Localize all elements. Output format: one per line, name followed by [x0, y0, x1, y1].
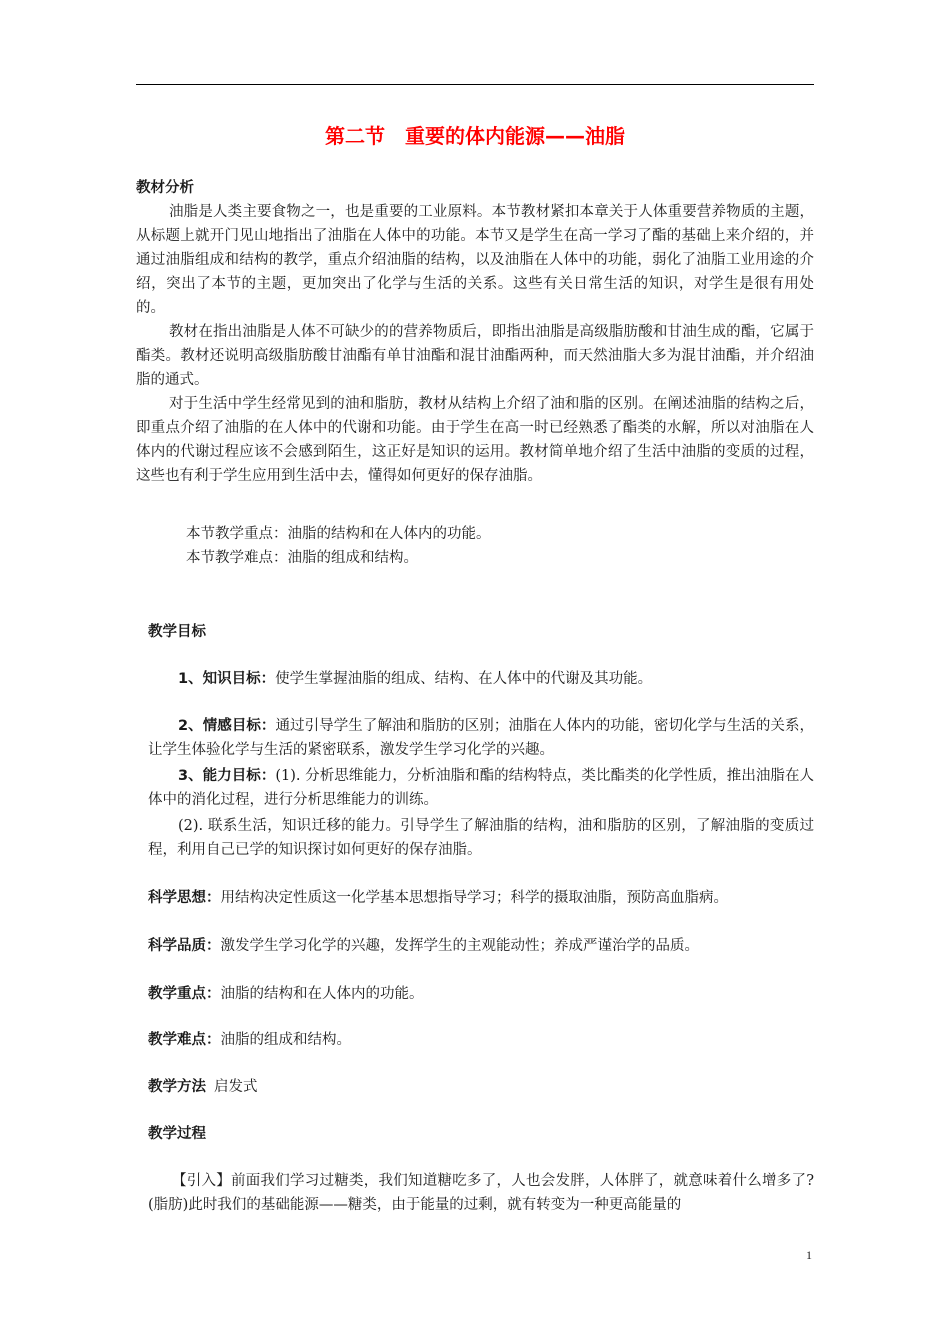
objective-ability-text: (1). 分析思维能力，分析油脂和酯的结构特点，类比酯类的化学性质，推出油脂在人体中的消化过程，进行分析思维能力的训练。 [148, 768, 814, 808]
objective-knowledge-label: 1、知识目标： [178, 671, 276, 687]
key-point [148, 982, 424, 1006]
paragraph-analysis-3: 对于生活中学生经常见到的油和脂肪，教材从结构上介绍了油和脂的区别。在阐述油脂的结构之后，即重点介绍了油脂的在人体中的代谢和功能。由于学生在高一时已经熟悉了酯类的水解，所以对油脂在人体内的代谢过程应该不会感到陌生，这正好是知识的运用。教材简单地介绍了生活中油脂的变质的过程，这些也有利于学生应用到生活中去，懂得如何更好的保存油脂。 [136, 396, 814, 484]
difficult-point-text: 油脂的组成和结构。 [220, 1032, 351, 1048]
difficult-point-label: 教学难点： [148, 1032, 221, 1048]
heading-objectives: 教学目标 [148, 624, 206, 640]
teaching-method-label: 教学方法 [148, 1079, 206, 1095]
objective-ability-2: (2). 联系生活，知识迁移的能力。引导学生了解油脂的结构，油和脂肪的区别，了解油脂的变质过程，利用自己已学的知识探讨如何更好的保存油脂。 [148, 818, 814, 858]
objective-emotion-text: 通过引导学生了解油和脂肪的区别；油脂在人体内的功能，密切化学与生活的关系，让学生体验化学与生活的紧密联系，激发学生学习化学的兴趣。 [148, 718, 814, 758]
teaching-method [148, 1075, 258, 1099]
science-thought-text: 用结构决定性质这一化学基本思想指导学习；科学的摄取油脂，预防高血脂病。 [220, 890, 728, 906]
section-difficulty-line: 本节教学难点：油脂的组成和结构。 [186, 550, 418, 566]
science-quality [148, 934, 699, 958]
difficult-point [148, 1028, 351, 1052]
science-thought [148, 886, 728, 910]
objective-emotion-label: 2、情感目标： [178, 718, 276, 734]
page-number: 1 [806, 1248, 812, 1262]
objective-knowledge [178, 667, 652, 691]
section-focus-line: 本节教学重点：油脂的结构和在人体内的功能。 [186, 526, 491, 542]
objective-emotion [148, 714, 814, 762]
paragraph-analysis-2: 教材在指出油脂是人体不可缺少的的营养物质后，即指出油脂是高级脂肪酸和甘油生成的酯，它属于酯类。教材还说明高级脂肪酸甘油酯有单甘油酯和混甘油酯两种，而天然油脂大多为混甘油酯，并介绍油脂的通式。 [136, 324, 814, 388]
objective-ability [148, 764, 814, 812]
science-quality-text: 激发学生学习化学的兴趣，发挥学生的主观能动性；养成严谨治学的品质。 [220, 938, 699, 954]
key-point-label: 教学重点： [148, 986, 221, 1002]
teaching-method-text: 启发式 [214, 1079, 258, 1095]
heading-material-analysis: 教材分析 [136, 180, 194, 196]
objective-knowledge-text: 使学生掌握油脂的组成、结构、在人体中的代谢及其功能。 [275, 671, 653, 687]
document-title: 第二节 重要的体内能源——油脂 [325, 124, 625, 148]
science-thought-label: 科学思想： [148, 890, 221, 906]
heading-process: 教学过程 [148, 1126, 206, 1142]
key-point-text: 油脂的结构和在人体内的功能。 [220, 986, 424, 1002]
process-intro: 【引入】前面我们学习过糖类，我们知道糖吃多了，人也会发胖，人体胖了，就意味着什么增多了?(脂肪)此时我们的基础能源——糖类，由于能量的过剩，就有转变为一种更高能量的 [148, 1173, 814, 1213]
paragraph-analysis-1: 油脂是人类主要食物之一，也是重要的工业原料。本节教材紧扣本章关于人体重要营养物质的主题，从标题上就开门见山地指出了油脂在人体中的功能。本节又是学生在高一学习了酯的基础上来介绍的，并通过油脂组成和结构的教学，重点介绍油脂的结构，以及油脂在人体中的功能，弱化了油脂工业用途的介绍，突出了本节的主题，更加突出了化学与生活的关系。这些有关日常生活的知识，对学生是很有用处的。 [136, 204, 814, 316]
science-quality-label: 科学品质： [148, 938, 221, 954]
objective-ability-label: 3、能力目标： [178, 768, 276, 784]
header-rule [136, 84, 814, 85]
